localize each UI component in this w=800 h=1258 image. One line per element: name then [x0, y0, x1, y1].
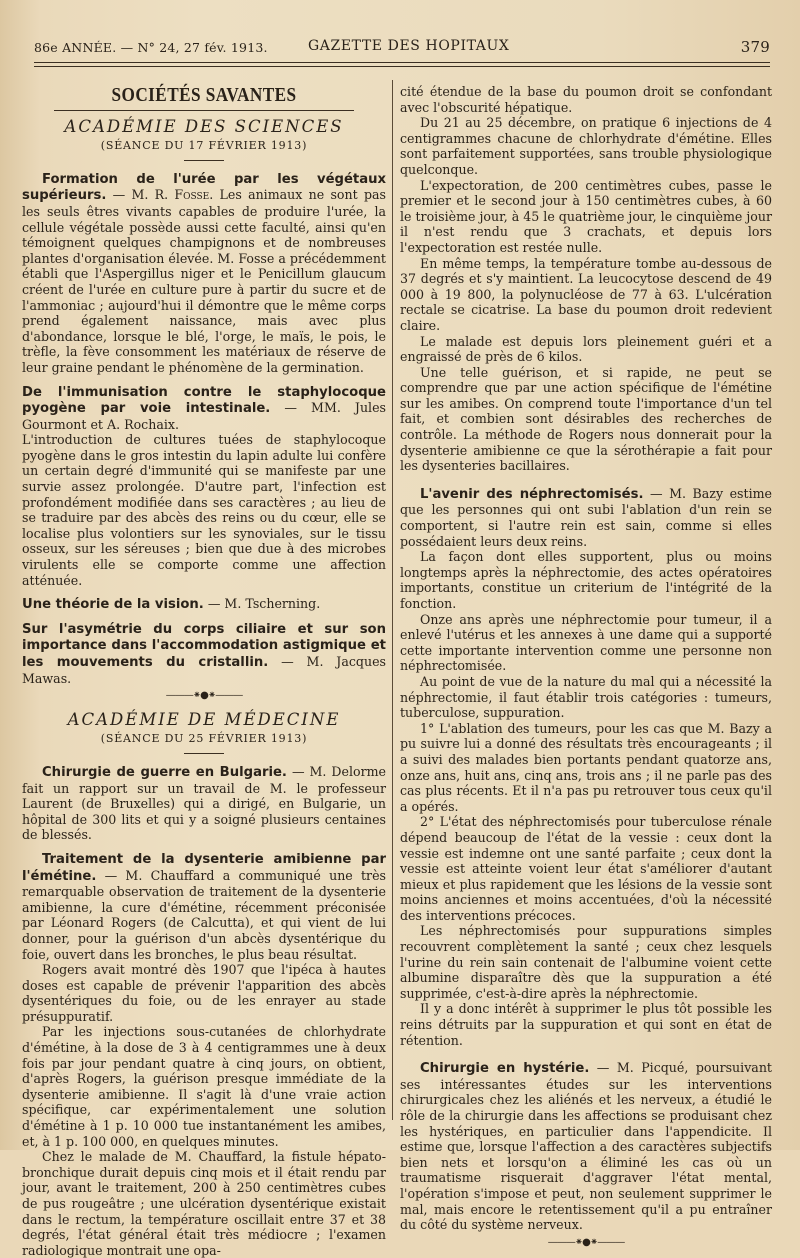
issue-info: 86e ANNÉE. — N° 24, 27 fév. 1913. — [34, 40, 268, 55]
article-asymetrie — [22, 621, 386, 686]
paragraph: Rogers avait montré dès 1907 que l'ipéca à hautes doses est capable de prévenir l'apparition des abcès dysentériques du foie, ou de les enrayer au stade présuppuratif. — [22, 962, 386, 1024]
header-rule-bottom — [34, 66, 770, 67]
header-rule-top — [34, 62, 770, 63]
paragraph: L'expectoration, de 200 centimètres cubes, passe le premier et le second jour à 150 centimètres cubes, à 60 le troisième jour, à 45 le quatrième jour, le cinquième jour il n'est rendu que 3 crachats, et depuis lors l'expectoration est restée nulle. — [400, 177, 773, 255]
journal-title: GAZETTE DES HOPITAUX — [308, 38, 510, 54]
short-rule — [184, 160, 224, 161]
article-body: L'introduction de cultures tuées de staphylocoque pyogène dans le gros intestin du lapin adulte lui confère un certain degré d'immunité qui se manifeste par une survie assez prolongée. D'autre part, l'infection est profondément modifiée dans ses caractères ; au lieu de se traduire par des abcès des reins ou du cœur, elle se localise plus volontiers sur les synoviales, sur le tissu osseux, sur les séreuses ; bien que due à des microbes virulents elle se comporte comme une affection atténuée. — [22, 432, 386, 588]
article-heading: Sur l'asymétrie du corps ciliaire et sur son importance dans l'accommodation astigmique et les mouvements du cristallin. — [22, 621, 386, 670]
academy-medecine-title: ACADÉMIE DE MÉDECINE — [67, 709, 341, 729]
article-body: — M. Bazy estime que les personnes qui ont subi l'ablation d'un rein se comportent, si l'autre rein est sain, comme si elles possédaient leurs deux reins. — [400, 485, 772, 549]
article-authors: — MM. Jules Gourmont et A. Rochaix. — [22, 400, 386, 432]
paragraph: Il y a donc intérêt à supprimer le plus tôt possible les reins détruits par la suppuration et qui sont en état de rétention. — [400, 1001, 772, 1048]
short-rule — [184, 753, 224, 754]
paragraph: Du 21 au 25 décembre, on pratique 6 injections de 4 centigrammes chacune de chlorhydrate d'émétine. Elles sont parfaitement supportées, sans trouble physiologique quelconque. — [400, 115, 772, 177]
article-staphylocoque — [22, 384, 386, 433]
ornament-divider: ———⁕●⁕——— — [165, 690, 243, 702]
article-body: . Les animaux ne sont pas les seuls êtres vivants capables de produire l'urée, la cellule végétale possède aussi cette faculté, ainsi qu'en témoignent quelques champignons et de nombreuses plantes d'organisation élevée. M. Fosse a précédemment établi que l'Aspergillus niger et le Penicillum glaucum créent de l'urée en culture pure à partir du sucre et de l'ammoniac ; aujourd'hui il démontre que le même corps prend également naissance, mais avec plus d'abondance, lorsque le blé, l'orge, le maïs, le pois, le trèfle, la fève consomment les matériaux de réserve de leur graine pendant le phénomène de la germination. — [22, 187, 386, 375]
paragraph: Les néphrectomisés pour suppurations simples recouvrent complètement la santé ; ceux chez lesquels l'urine du rein sain contenait de l'albumine voient cette albumine disparaître dès que la suppuration a été supprimée, c'est-à-dire après la néphrectomie. — [400, 923, 772, 1001]
article-author: — M. Jacques Mawas. — [22, 654, 386, 686]
article-body: — M. Chauffard a communiqué une très remarquable observation de traitement de la dysenterie amibienne, la cure d'émétine, récemment préconisée par Léonard Rogers (de Calcutta), et qui vient de lui donner, pour la guérison d'un abcès dysentérique du foie, ouvert dans les bronches, le plus beau résultat. — [22, 867, 386, 962]
paragraph: Une telle guérison, et si rapide, ne peut se comprendre que par une action spécifique de l'émétine sur les amibes. On comprend toute l'importance d'un tel fait, et combien sont désirables des recherches de contrôle. La méthode de Rogers nous donnerait pour la dysenterie amibienne ce que la sérothérapie a fait pour les dysenteries bacillaires. — [400, 364, 772, 474]
seance-date: (SÉANCE DU 25 FÉVRIER 1913) — [100, 732, 308, 746]
article-nephrectomises — [400, 486, 772, 549]
ornament-divider: ———⁕●⁕——— — [547, 1236, 625, 1248]
left-column — [22, 84, 386, 1258]
section-title: SOCIÉTÉS SAVANTES — [111, 84, 297, 106]
paragraph: Chez le malade de M. Chauffard, la fistule hépato-bronchique durait depuis cinq mois et il était rendu par jour, avant le traitement, 200 à 250 centimètres cubes de pus rougeâtre ; une ulcération dysentérique existait dans le rectum, la température oscillait entre 37 et 38 degrés, l'état général était très médiocre ; l'examen radiologique montrait une opa- — [22, 1149, 386, 1258]
article-heading: Traitement de la dysenterie amibienne par l'émétine. — [22, 851, 386, 884]
paragraph: La façon dont elles supportent, plus ou moins longtemps après la néphrectomie, des actes opératoires importants, constitue un criterium de l'intégrité de la fonction. — [400, 549, 772, 611]
column-divider — [392, 80, 393, 1120]
paragraph: cité étendue de la base du poumon droit se confondant avec l'obscurité hépatique. — [400, 84, 772, 115]
article-author: — M. Tscherning. — [203, 596, 321, 612]
article-body: — M. Picqué, poursuivant ses intéressantes études sur les interventions chirurgicales chez les aliénés et les nerveux, a étudié le rôle de la chirurgie dans les affections se produisant chez les hystériques, en particulier dans l'appendicite. Il estime que, lorsque l'affection a des caractères subjectifs bien nets et lorsqu'on a éliminé les cas où un traumatisme risquerait d'aggraver l'état mental, l'opération s'impose et peut, non seulement supprimer le mal, mais encore le retentissement qu'il a pu entraîner du côté du système nerveux. — [400, 1060, 772, 1233]
academy-sciences-title: ACADÉMIE DES SCIENCES — [64, 116, 344, 136]
article-heading: Chirurgie de guerre en Bulgarie. — [42, 764, 287, 780]
article-heading: L'avenir des néphrectomisés. — [420, 486, 644, 502]
article-heading: De l'immunisation contre le staphylocoque pyogène par voie intestinale. — [22, 384, 386, 417]
paragraph: Le malade est depuis lors pleinement guéri et a engraissé de près de 6 kilos. — [400, 333, 772, 365]
paragraph: Au point de vue de la nature du mal qui a nécessité la néphrectomie, il faut établir trois catégories : tumeurs, tuberculose, suppuration. — [400, 673, 772, 721]
article-body: — M. Delorme fait un rapport sur un travail de M. le professeur Laurent (de Bruxelles) qui a dirigé, en Bulgarie, un hôpital de 300 lits et qui y a soigné plusieurs centaines de blessés. — [22, 763, 387, 843]
article-heading: Chirurgie en hystérie. — [420, 1061, 590, 1077]
article-bulgarie — [22, 764, 386, 843]
paragraph: 2° L'état des néphrectomisés pour tuberculose rénale dépend beaucoup de l'état de la vessie : ceux dont la vessie est indemne ont une santé parfaite ; ceux dont la vessie est atteinte voient leur état s'améliorer d'autant mieux et plus rapidement que les lésions de la vessie sont moins anciennes et moins accentuées, d'où la nécessité des interventions précoces. — [400, 814, 772, 923]
seance-date: (SÉANCE DU 17 FÉVRIER 1913) — [100, 139, 308, 153]
article-uree: Formation de l'urée par les végétaux supérieurs. — M. R. Fosse. Les animaux ne sont pas les seuls êtres vivants capables de produire l'urée, la cellule végétale possède aussi cette faculté, ainsi qu'en témoignent quelques champignons et de nombreuses plantes d'organisation élevée. M. Fosse a précédemment établi que l'Aspergillus niger et le Penicillum glaucum créent de l'urée en culture pure à partir du sucre et de l'ammoniac ; aujourd'hui il démontre que le même corps prend également naissance, mais avec plus d'abondance, lorsque le blé, l'orge, le maïs, le pois, le trèfle, la fève consomment les matériaux de réserve de leur graine pendant le phénomène de la germination. — [22, 171, 386, 375]
paragraph: Onze ans après une néphrectomie pour tumeur, il a enlevé l'utérus et les annexes à une dame qui a supporté cette importante intervention comme une personne non néphrectomisée. — [400, 611, 772, 674]
article-vision — [22, 596, 386, 613]
article-dysenterie — [22, 851, 386, 962]
right-column — [400, 84, 772, 1252]
article-heading: Formation de l'urée par les végétaux supérieurs. — [22, 171, 386, 204]
section-title-rule — [54, 110, 354, 111]
article-hysterie — [400, 1060, 772, 1233]
paragraph: 1° L'ablation des tumeurs, pour les cas que M. Bazy a pu suivre lui a donné des résultats très encourageants ; il a suivi des malades bien portants pendant quatorze ans, onze ans, huit ans, cinq ans, trois ans ; il ne parle pas des cas plus récents. Et il n'a pas pu retrouver tous ceux qu'il a opérés. — [400, 720, 772, 814]
author-name: Fosse — [174, 187, 210, 203]
article-heading: Une théorie de la vision. — [22, 597, 204, 613]
running-header — [34, 38, 770, 60]
page-number: 379 — [740, 38, 770, 56]
paragraph: Par les injections sous-cutanées de chlorhydrate d'émétine, à la dose de 3 à 4 centigrammes une à deux fois par jour pendant quatre à cinq jours, on obtient, d'après Rogers, la guérison presque immédiate de la dysenterie amibienne. Il s'agit là d'une vraie action spécifique, car expérimentalement une solution d'émétine à 1 p. 10 000 tue instantanément les amibes, et, à 1 p. 100 000, en quelques minutes. — [22, 1024, 386, 1149]
paragraph: En même temps, la température tombe au-dessous de 37 degrés et s'y maintient. La leucocytose descend de 49 000 à 19 800, la polynucléose de 77 à 63. L'ulcération rectale se cicatrise. La base du poumon droit redevient claire. — [400, 255, 772, 333]
